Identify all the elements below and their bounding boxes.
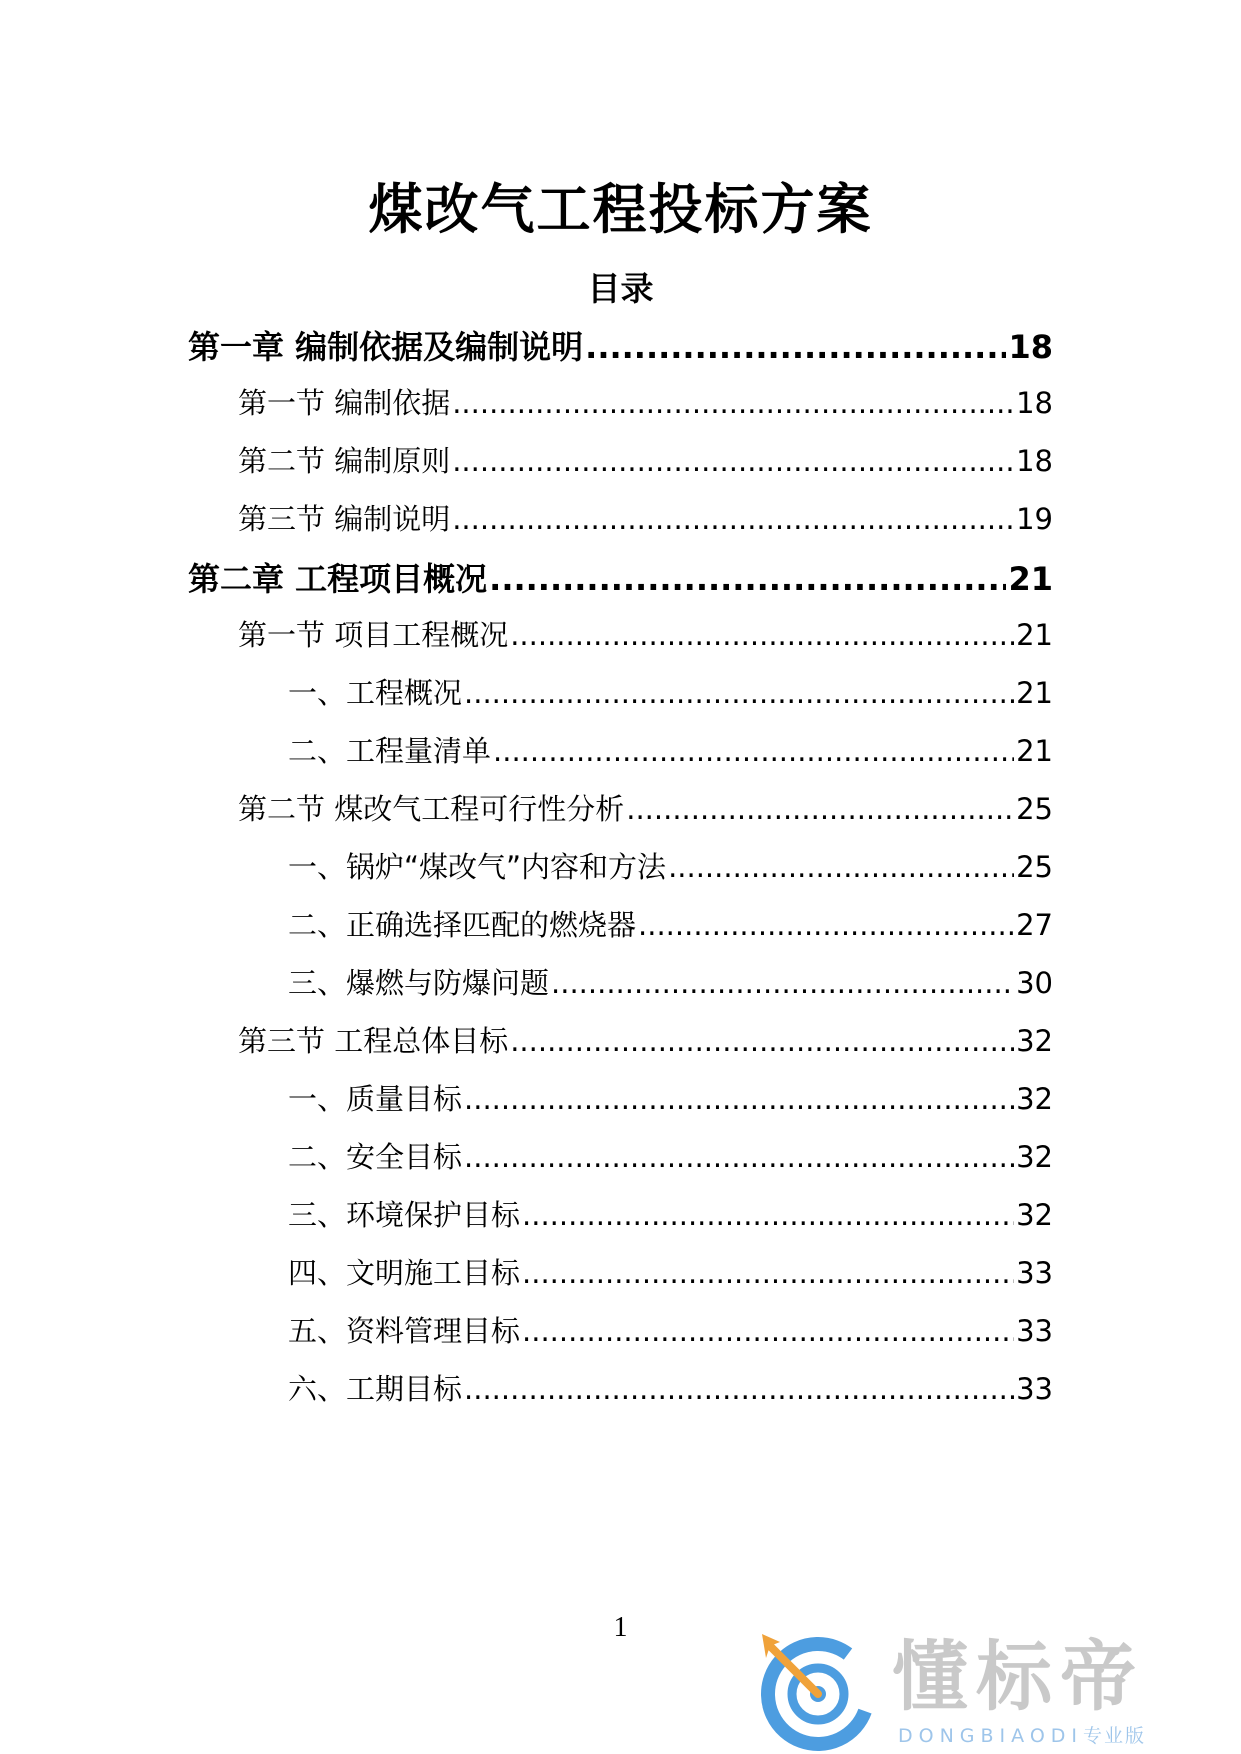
toc-entry-page: 32 <box>1016 1198 1053 1232</box>
toc-entry[interactable] <box>288 847 1053 887</box>
toc-entry-label: 一、质量目标 <box>288 1082 463 1116</box>
toc-entry-label: 三、环境保护目标 <box>288 1198 521 1232</box>
toc-entry-label: 二、安全目标 <box>288 1140 463 1174</box>
toc-entry[interactable] <box>288 963 1053 1003</box>
toc-entry[interactable] <box>188 325 1053 369</box>
toc-dot-leader <box>510 615 1014 655</box>
toc-dot-leader <box>585 325 1006 369</box>
toc-entry-label: 五、资料管理目标 <box>288 1314 521 1348</box>
toc-entry[interactable] <box>288 1253 1053 1293</box>
toc-entry-page: 21 <box>1016 618 1053 652</box>
toc-entry[interactable] <box>288 1079 1053 1119</box>
toc-entry-label: 一、锅炉“煤改气”内容和方法 <box>288 850 667 884</box>
toc-entry-page: 33 <box>1016 1372 1053 1406</box>
toc-entry[interactable] <box>288 1195 1053 1235</box>
toc-entry-label: 二、正确选择匹配的燃烧器 <box>288 908 637 942</box>
toc-entry-page: 33 <box>1016 1256 1053 1290</box>
toc-entry-label: 四、文明施工目标 <box>288 1256 521 1290</box>
toc-entry[interactable] <box>238 615 1053 655</box>
toc-entry-page: 30 <box>1016 966 1053 1000</box>
toc-entry-page: 18 <box>1016 386 1053 420</box>
toc-dot-leader <box>464 1369 1014 1409</box>
watermark-badge: 专业版 <box>1083 1725 1147 1747</box>
watermark <box>740 1628 1210 1754</box>
document-title: 煤改气工程投标方案 <box>368 178 873 241</box>
toc-entry[interactable] <box>238 441 1053 481</box>
toc-entry[interactable] <box>238 383 1053 423</box>
toc-entry[interactable] <box>238 499 1053 539</box>
toc-entry-page: 18 <box>1016 444 1053 478</box>
toc-dot-leader <box>668 847 1014 887</box>
toc-entry-page: 18 <box>1008 328 1053 366</box>
toc-entry[interactable] <box>288 1311 1053 1351</box>
toc-entry-label: 一、工程概况 <box>288 676 463 710</box>
toc-dot-leader <box>452 499 1014 539</box>
toc-entry-label: 三、爆燃与防爆问题 <box>288 966 550 1000</box>
toc-entry-page: 21 <box>1016 676 1053 710</box>
toc-dot-leader <box>489 557 1006 601</box>
toc-entry[interactable] <box>188 557 1053 601</box>
toc-entry[interactable] <box>288 1137 1053 1177</box>
toc-dot-leader <box>464 1079 1014 1119</box>
toc-entry-label: 第二章 工程项目概况 <box>188 560 488 598</box>
toc-entry-page: 25 <box>1016 792 1053 826</box>
toc-dot-leader <box>522 1311 1014 1351</box>
toc-dot-leader <box>638 905 1014 945</box>
toc-dot-leader <box>464 1137 1014 1177</box>
toc-entry[interactable] <box>288 905 1053 945</box>
watermark-subtitle <box>898 1724 1146 1748</box>
toc-dot-leader <box>464 673 1014 713</box>
toc-dot-leader <box>626 789 1014 829</box>
toc-entry[interactable] <box>288 1369 1053 1409</box>
toc-entry[interactable] <box>288 673 1053 713</box>
toc-entry-label: 第一节 项目工程概况 <box>238 618 509 652</box>
toc-entry-label: 第二节 煤改气工程可行性分析 <box>238 792 625 826</box>
toc-entry-page: 33 <box>1016 1314 1053 1348</box>
toc-entry[interactable] <box>238 1021 1053 1061</box>
toc-entry-page: 32 <box>1016 1082 1053 1116</box>
toc-entry-page: 19 <box>1016 502 1053 536</box>
toc-entry-label: 第一节 编制依据 <box>238 386 451 420</box>
watermark-brand: 懂标帝 <box>892 1632 1144 1721</box>
toc-entry-page: 32 <box>1016 1140 1053 1174</box>
toc-entry-label: 第三节 工程总体目标 <box>238 1024 509 1058</box>
toc-dot-leader <box>452 441 1014 481</box>
toc-dot-leader <box>522 1253 1014 1293</box>
toc-entry[interactable] <box>238 789 1053 829</box>
toc-entry-page: 21 <box>1008 560 1053 598</box>
toc-entry-label: 二、工程量清单 <box>288 734 492 768</box>
toc-entry-page: 21 <box>1016 734 1053 768</box>
toc-dot-leader <box>452 383 1014 423</box>
toc-entry-label: 第二节 编制原则 <box>238 444 451 478</box>
page-number: 1 <box>613 1612 628 1643</box>
toc-dot-leader <box>510 1021 1014 1061</box>
toc-heading: 目录 <box>587 269 654 308</box>
toc-entry-page: 27 <box>1016 908 1053 942</box>
toc-entry-label: 第三节 编制说明 <box>238 502 451 536</box>
toc-entry-page: 25 <box>1016 850 1053 884</box>
toc-entry-label: 第一章 编制依据及编制说明 <box>188 328 584 366</box>
toc-entry-page: 32 <box>1016 1024 1053 1058</box>
target-arrow-icon <box>740 1628 890 1754</box>
toc-dot-leader <box>551 963 1014 1003</box>
watermark-subtitle-text: DONGBIAODI <box>898 1725 1084 1747</box>
toc-entry-label: 六、工期目标 <box>288 1372 463 1406</box>
toc-dot-leader <box>493 731 1014 771</box>
toc-dot-leader <box>522 1195 1014 1235</box>
toc-entry[interactable] <box>288 731 1053 771</box>
